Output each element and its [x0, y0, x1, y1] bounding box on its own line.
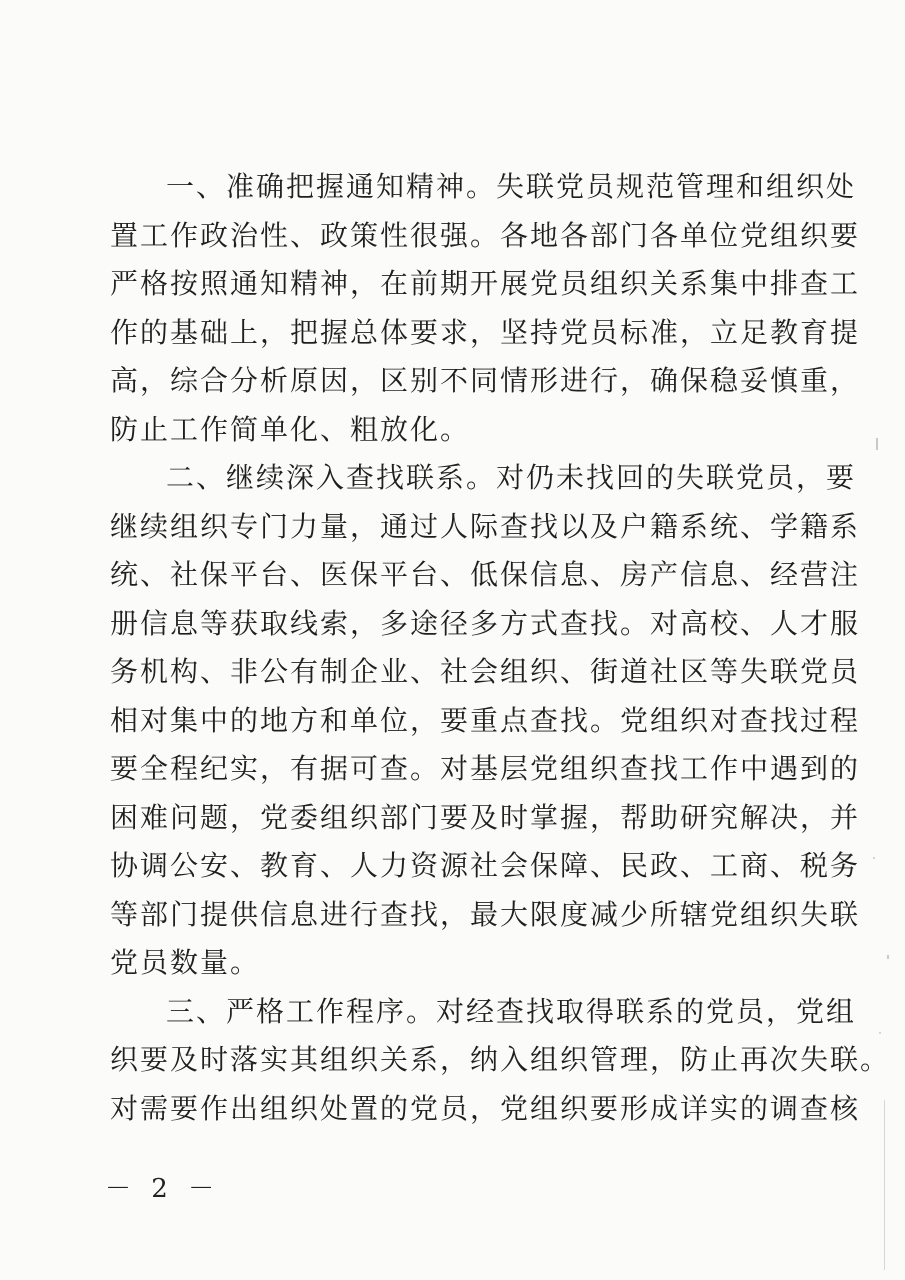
paragraph-2 — [110, 454, 861, 988]
paragraph-1 — [110, 163, 861, 454]
paragraph-3 — [110, 988, 891, 1134]
text-line: 等部门提供信息进行查找，最大限度减少所辖党组织失联 — [110, 897, 861, 931]
text-line: 严格按照通知精神，在前期开展党员组织关系集中排查工 — [110, 267, 861, 300]
scan-speck — [876, 438, 878, 450]
document-body — [110, 163, 891, 1133]
text-line: 协调公安、教育、人力资源社会保障、民政、工商、税务 — [110, 849, 861, 882]
text-line: 防止工作简单化、粗放化。 — [110, 412, 471, 446]
text-line: 二、继续深入查找联系。对仍未找回的失联党员，要 — [166, 461, 857, 494]
scan-speck — [879, 1032, 881, 1034]
scan-speck — [873, 857, 875, 859]
text-line: 三、严格工作程序。对经查找取得联系的党员，党组 — [166, 994, 857, 1028]
text-line: 册信息等获取线索，多途径多方式查找。对高校、人才服 — [110, 606, 861, 640]
text-line: 统、社保平台、医保平台、低保信息、房产信息、经营注 — [110, 558, 861, 591]
text-line: 一、准确把握通知精神。失联党员规范管理和组织处 — [166, 170, 857, 203]
text-line: 要全程纪实，有据可查。对基层党组织查找工作中遇到的 — [110, 752, 861, 785]
text-line: 作的基础上，把握总体要求，坚持党员标准，立足教育提 — [110, 315, 861, 349]
text-line: 织要及时落实其组织关系，纳入组织管理，防止再次失联。 — [110, 1043, 891, 1076]
text-line: 党员数量。 — [110, 946, 261, 979]
text-line: 相对集中的地方和单位，要重点查找。党组织对查找过程 — [110, 703, 861, 737]
text-line: 继续组织专门力量，通过人际查找以及户籍系统、学籍系 — [110, 509, 861, 543]
scan-speck — [887, 955, 889, 959]
text-line: 置工作政治性、政策性很强。各地各部门各单位党组织要 — [110, 218, 861, 252]
text-line: 困难问题，党委组织部门要及时掌握，帮助研究解决，并 — [110, 800, 861, 834]
text-line: 务机构、非公有制企业、社会组织、街道社区等失联党员 — [110, 655, 861, 688]
text-line: 高，综合分析原因，区别不同情形进行，确保稳妥慎重， — [110, 364, 861, 397]
page-number: － 2 － — [105, 1174, 221, 1204]
text-line: 对需要作出组织处置的党员，党组织要形成详实的调查核 — [110, 1091, 861, 1125]
scan-edge-line — [884, 1100, 885, 1270]
